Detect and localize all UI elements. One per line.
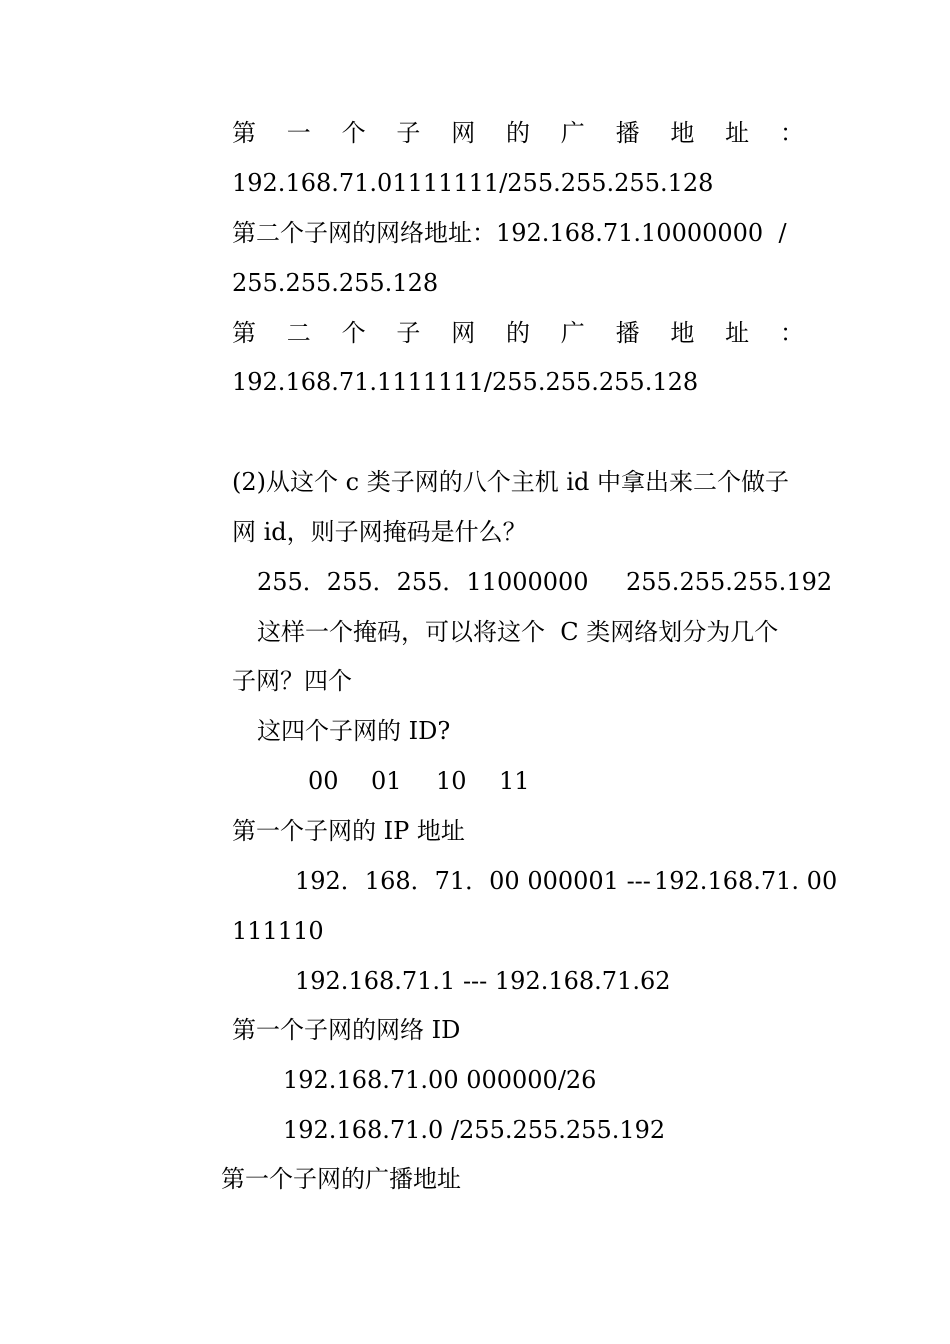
line-first-broadcast-value: 192.168.71.01111111/255.255.255.128: [232, 169, 714, 197]
char: 二: [286, 319, 311, 347]
line-subnet-ids-question: 这四个子网的 ID?: [257, 717, 451, 745]
line-first-subnet-broadcast-heading: 第一个子网的广播地址: [221, 1165, 461, 1193]
line-ip-range-decimal: 192.168.71.1 --- 192.168.71.62: [295, 967, 671, 995]
char: 播: [615, 319, 640, 347]
line-mask-binary: 255．255．255．11000000: [257, 568, 589, 596]
line-first-subnet-broadcast-label: [232, 118, 804, 148]
char: 子: [396, 119, 421, 147]
line-second-broadcast-value: 192.168.71.1111111/255.255.255.128: [232, 368, 699, 396]
char: 广: [560, 319, 585, 347]
line-mask-decimal: 255.255.255.192: [626, 568, 833, 596]
char: 的: [505, 119, 530, 147]
subnet-id-01: 01: [371, 767, 402, 795]
char: 一: [286, 119, 311, 147]
line-first-subnet-network-id-label: 第一个子网的网络 ID: [232, 1016, 461, 1044]
char: 个: [341, 119, 366, 147]
char: ：: [779, 119, 804, 147]
char: 第: [232, 319, 256, 347]
char: 址: [725, 119, 750, 147]
subnet-id-10: 10: [436, 767, 467, 795]
char: 网: [451, 319, 476, 347]
line-question-2-cont: 网 id，则子网掩码是什么？: [232, 518, 527, 546]
char: 第: [232, 119, 256, 147]
char: 地: [670, 119, 695, 147]
line-question-2: (2)从这个 c 类子网的八个主机 id 中拿出来二个做子: [232, 468, 789, 496]
line-second-network-address: 第二个子网的网络地址：192.168.71.10000000 /: [232, 219, 787, 247]
subnet-id-11: 11: [499, 767, 530, 795]
char: 个: [341, 319, 366, 347]
line-ip-range-binary-end: 192.168.71. 00: [654, 867, 838, 895]
line-subnet-count-question: 这样一个掩码，可以将这个 C 类网络划分为几个: [257, 618, 779, 646]
line-ip-range-binary-start: 192．168．71．00 000001 ---: [295, 867, 651, 895]
line-second-network-mask: 255.255.255.128: [232, 269, 439, 297]
subnet-id-00: 00: [308, 767, 339, 795]
char: ：: [779, 319, 804, 347]
line-first-subnet-ip-label: 第一个子网的 IP 地址: [232, 817, 465, 845]
char: 播: [615, 119, 640, 147]
char: 广: [560, 119, 585, 147]
line-second-subnet-broadcast-label: [232, 318, 804, 348]
char: 的: [505, 319, 530, 347]
line-network-id-decimal: 192.168.71.0 /255.255.255.192: [283, 1116, 666, 1144]
char: 地: [670, 319, 695, 347]
char: 子: [396, 319, 421, 347]
line-ip-range-binary-end-cont: 111110: [232, 917, 324, 945]
char: 址: [725, 319, 750, 347]
char: 网: [451, 119, 476, 147]
line-network-id-binary: 192.168.71.00 000000/26: [283, 1066, 597, 1094]
line-subnet-count-answer: 子网？四个: [232, 667, 352, 695]
